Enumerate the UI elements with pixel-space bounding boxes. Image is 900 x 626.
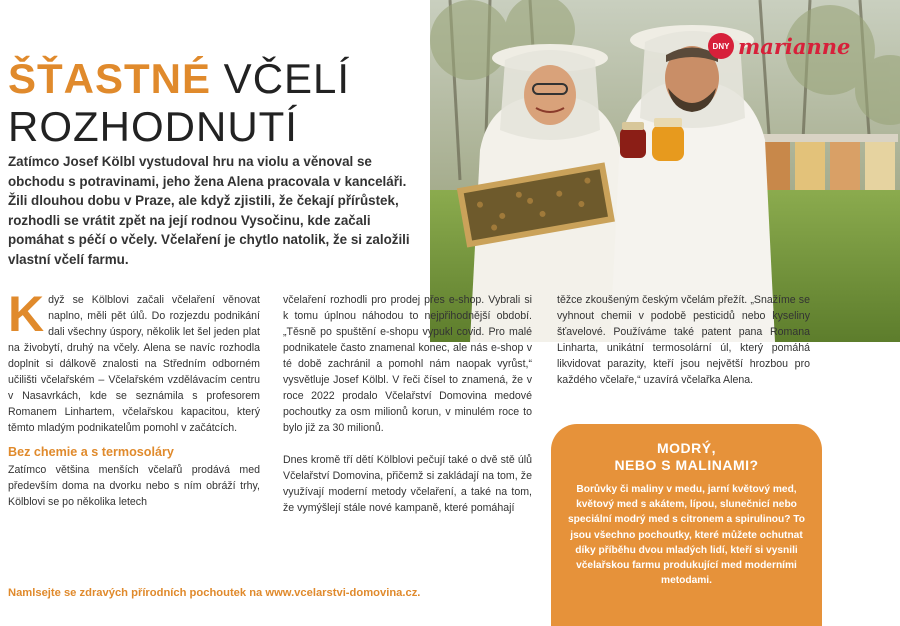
sidebar-box [551, 424, 822, 626]
sidebar-title-line-2: NEBO S MALINAMI? [614, 457, 759, 473]
column-1-paragraph-1 [8, 286, 260, 436]
article-column-3 [557, 292, 810, 388]
column-1-paragraph-2: Zatímco většina menších včelařů prodává med především doma na dvorku nebo s ním obráží trhy, Kölblovi se po několika letech [8, 464, 260, 508]
column-1-text-1: dyž se Kölblovi začali včelaření věnovat naplno, měli pět úlů. Do rozjezdu podnikání dali všechny úspory, několik let šel jeden plat na živobytí, druhý na včely. Alena se navíc rozhodla doplnit si dálkově znalosti na Středním odborném učilišti včelařském – Včelařském vzdělávacím centru v Nasavrkách, kde se seznámila s profesorem Romanem Linhartem, včelařskou kapacitou, který těmto mladým podnikatelům pomohl v začátcích. [8, 294, 260, 434]
column-2-paragraph-2: Dnes kromě tří dětí Kölblovi pečují také o dvě stě úlů Včelařství Domovina, přičemž si zakládají na tom, že využívají moderní metody včelaření, a také na tom, že vymýšlejí stále nové kampaně, které pomáhají [283, 454, 532, 514]
headline-line-1 [8, 55, 428, 103]
marianne-logo [708, 33, 850, 59]
column-2-paragraph-1: včelaření rozhodli pro prodej přes e-shop. Vybrali si k tomu úplnou náhodou to nejpřihodnější období. „Těsně po spuštění e-shopu vypukl covid. Pro malé podnikatele často znamenal konec, ale nás e-shop v té době zachránil a pomohl nám naopak vyrůst,“ vysvětluje Josef Kölbl. V řeči čísel to znamená, že v roce 2022 prodalo Včelařství Domovina medové pochoutky za osm milionů korun, v minulém roce to bylo již za 30 milionů. [283, 294, 532, 434]
column-3-paragraph-1: těžce zkoušeným českým včelám přežít. „Snažíme se vyhnout chemii v podobě pesticidů nebo kyseliny šťavelové. Používáme také patent pana Romana Linharta, unikátní termosolární úl, který pomáhá likvidovat parazity, kteří jsou největší hrozbou pro každého včelaře,“ uzavírá včelařka Alena. [557, 294, 810, 386]
logo-badge: DNY [708, 33, 734, 59]
sidebar-title-line-1: MODRÝ, [657, 440, 716, 456]
headline-line-2: ROZHODNUTÍ [8, 103, 298, 150]
logo-word: marianne [738, 33, 851, 59]
lead-paragraph: Zatímco Josef Kölbl vystudoval hru na violu a věnoval se obchodu s potravinami, jeho žena Alena pracovala v kanceláři. Žili dlouhou dobu v Praze, ale když zjistili, že čekají přírůstek, rozhodli se vrátit zpět na její rodnou Vysočinu, kde začali pomáhat s péčí o včely. Včelaření je chytlo natolik, že si založili vlastní včelí farmu. [8, 154, 410, 267]
footer-promo: Namlsejte se zdravých přírodních pochoutek na www.vcelarstvi-domovina.cz. [8, 587, 421, 599]
subheading: Bez chemie a s termosoláry [8, 445, 174, 459]
article-column-2 [283, 292, 532, 516]
sidebar-text: Borůvky či maliny v medu, jarní květový med, květový med s akátem, lípou, slunečnicí nebo speciální modrý med s citronem a spirulinou? To jsou všechno pochoutky, které můžete ochutnat díky příběhu dvou mladých lidí, kteří si vysnili včelařskou farmu produkující med moderními metodami. [568, 484, 805, 587]
headline [8, 55, 428, 151]
headline-accent: ŠŤASTNÉ [8, 55, 212, 102]
headline-rest: VČELÍ [211, 55, 351, 102]
drop-cap: K [8, 286, 45, 342]
article-column-1 [8, 286, 260, 510]
sidebar-title [551, 440, 822, 474]
